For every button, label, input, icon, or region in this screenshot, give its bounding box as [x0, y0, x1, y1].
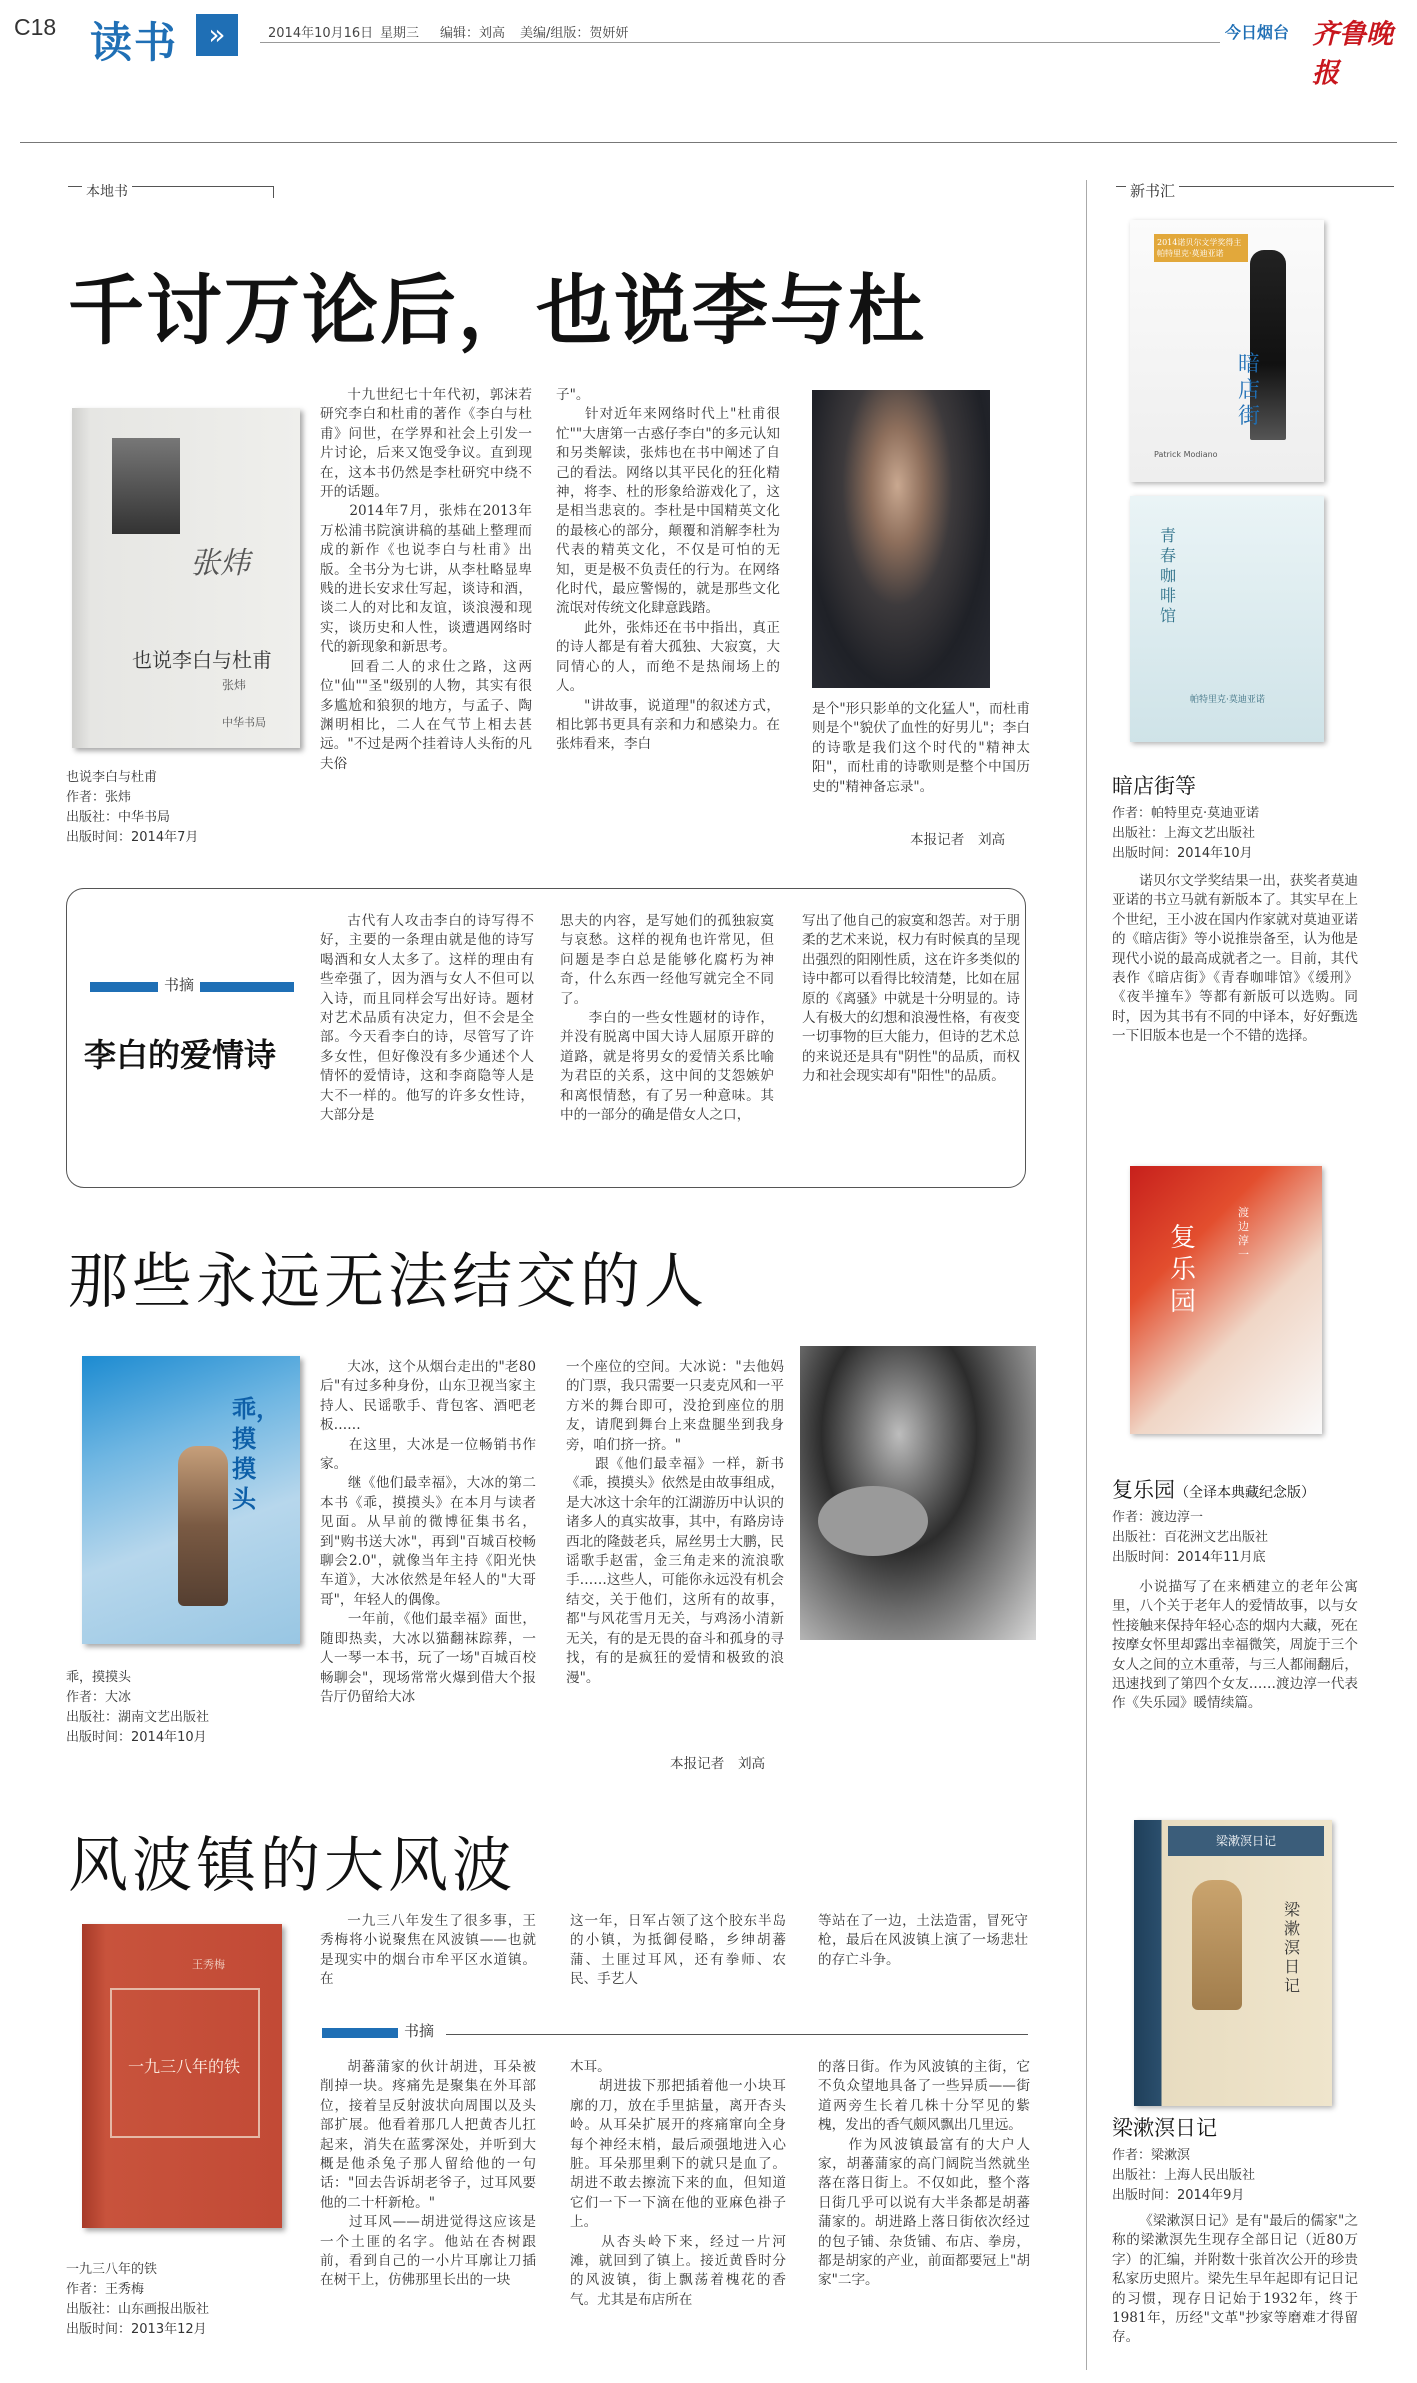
side3-cover-title: 梁漱溟日记	[1284, 1900, 1301, 1995]
excerpt2-tag-bar	[322, 2028, 402, 2038]
article1-author-photo	[812, 390, 990, 688]
side1-cover1-band: 2014诺贝尔文学奖得主 帕特里克·莫迪亚诺	[1154, 234, 1248, 262]
article1-byline: 本报记者 刘高	[910, 832, 1006, 848]
article2-book-meta	[66, 1668, 209, 1748]
masthead-date: 2014年10月16日	[268, 26, 374, 41]
side3-text: 《梁漱溟日记》是有"最后的儒家"之称的梁漱溟先生现存全部日记（近80万字）的汇编，并附数十张首次公开的珍贵私家历史照片。梁先生早年起即有记日记的习惯，现存日记始于1932年，终于1981年，历经"文革"抄家等磨难才得留存。	[1112, 2213, 1358, 2346]
article3-title: 风波镇的大风波	[68, 1831, 516, 1901]
side1-meta	[1112, 804, 1259, 864]
article1-cover-portrait	[112, 438, 180, 534]
article2-cover-title: 乖，摸摸头	[232, 1394, 280, 1513]
masthead-rule	[260, 42, 1220, 43]
section-arrow-icon: »	[196, 14, 238, 56]
side1-meta-line: 作者：帕特里克·莫迪亚诺	[1112, 806, 1260, 821]
masthead	[0, 0, 1417, 89]
article3-top-col1: 一九三八年发生了很多事，王秀梅将小说聚焦在风波镇——也就是现实中的烟台市牟平区水道镇。在	[320, 1913, 536, 1988]
article3-book-cover	[82, 1924, 282, 2228]
side3-cover-figure	[1192, 1880, 1242, 2010]
brand-small: 今日烟台	[1225, 23, 1290, 42]
side2-title	[1112, 1474, 1315, 1504]
side3-meta-line: 出版社：上海人民出版社	[1112, 2168, 1256, 2183]
side3-title: 梁漱溟日记	[1112, 2116, 1217, 2140]
article1-col1: 十九世纪七十年代初，郭沫若研究李白和杜甫的著作《李白与杜甫》问世，在学界和社会上引发一片讨论，后来又饱受争议。直到现在，这本书仍然是李杜研究中绕不开的话题。 2014年7月，张炜在2013年万松浦书院演讲稿的基础上整理而成的新作《也说李白与杜甫》出版。全书分为七讲，从李杜略显卑贱的进长安求仕写起，谈诗和酒，谈二人的对比和友谊，谈浪漫和现实，谈历史和人性，谈遭遇网络时代的新现象和新思考。 回看二人的求仕之路，这两位"仙""圣"级别的人物，其实有很多尴尬和狼狈的地方，与孟子、陶渊明相比，二人在气节上相去甚远。"不过是两个挂着诗人头衔的凡夫俗	[320, 387, 532, 772]
article2-meta-line: 乖，摸摸头	[66, 1670, 132, 1685]
article3-top-col3: 等站在了一边，土法造雷，冒死守枪，最后在风波镇上演了一场悲壮的存亡斗争。	[818, 1913, 1028, 1968]
article2-meta-line: 出版社：湖南文艺出版社	[66, 1710, 210, 1725]
section-label: 读书	[90, 18, 179, 67]
side1-cover2-title: 青春咖啡馆	[1160, 526, 1177, 625]
excerpt2-tag-label: 书摘	[398, 2020, 440, 2041]
new-books-tag	[1116, 182, 1394, 200]
side2-meta-line: 出版时间：2014年11月底	[1112, 1550, 1266, 1565]
article2-byline: 本报记者 刘高	[670, 1756, 766, 1772]
masthead-weekday: 星期三	[380, 26, 420, 41]
article3-meta-line: 一九三八年的铁	[66, 2262, 158, 2277]
article2-meta-line: 作者：大冰	[66, 1690, 132, 1705]
article1-cover-author: 张炜	[222, 678, 247, 692]
side3-meta-line: 出版时间：2014年9月	[1112, 2188, 1245, 2203]
side1-cover1-title: 暗店街	[1238, 352, 1261, 429]
excerpt2-rule	[446, 2034, 1028, 2035]
article1-book-cover	[72, 408, 300, 748]
side2-title-main: 复乐园	[1112, 1478, 1175, 1502]
side2-title-small: （全译本典藏纪念版）	[1175, 1485, 1315, 1501]
masthead-design: 美编/组版：贺妍妍	[520, 26, 629, 41]
article1-cover-title: 也说李白与杜甫	[132, 648, 272, 672]
article1-col2: 子"。 针对近年来网络时代上"杜甫很忙""大唐第一古惑仔李白"的多元认知和另类解读，张炜也在书中阐述了自己的看法。网络以其平民化的狂化精神，将李、杜的形象给游戏化了，这是相当悲哀的。李杜是中国精英文化的最核心的部分，颠覆和消解李杜为代表的精英文化，不仅是可怕的无知，更是极不负责任的行为。在网络化时代，最应警惕的，就是那些文化流氓对传统文化肆意践踏。 此外，张炜还在书中指出，真正的诗人都是有着大孤独、大寂寞，大同情心的人，而绝不是热闹场上的人。 "讲故事，说道理"的叙述方式，相比郭书更具有亲和力和感染力。在张炜看来，李白	[556, 387, 780, 753]
article2-meta-line: 出版时间：2014年10月	[66, 1730, 207, 1745]
top-divider	[20, 142, 1397, 143]
article3-col1: 胡蕃蒲家的伙计胡进，耳朵被削掉一块。疼痛先是聚集在外耳部位，接着呈反射波状向周围以及头部扩展。他看着那几人把黄杏儿扛起来，消失在蓝雾深处，并听到大概是他杀兔子那人留给他的一句话："回去告诉胡老爷子，过耳风要他的二十杆新枪。" 过耳风——胡进觉得这应该是一个土匪的名字。他站在杏树跟前，看到自己的一小片耳廓让刀插在树干上，仿佛那里长出的一块	[320, 2059, 536, 2289]
side1-meta-line: 出版时间：2014年10月	[1112, 846, 1253, 861]
excerpt1-title: 李白的爱情诗	[84, 1036, 277, 1074]
article3-col3: 的落日街。作为风波镇的主街，它不负众望地具备了一些异质——街道两旁生长着几株十分罕见的紫槐，发出的香气颇风飘出几里远。 作为风波镇最富有的大户人家，胡蕃蒲家的高门阔院当然就坐落在落日街上。不仅如此，整个落日街几乎可以说有大半条都是胡蕃蒲家的。胡进路上落日街依次经过的包子铺、杂货铺、布店、拳房，都是胡家的产业，前面都要冠上"胡家"二字。	[818, 2059, 1030, 2289]
excerpt1-col2: 思夫的内容，是写她们的孤独寂寞与哀愁。这样的视角也许常见，但问题是李白总是能够化腐朽为神奇，什么东西一经他写就完全不同了。 李白的一些女性题材的诗作，并没有脱离中国大诗人屈原开辟的道路，就是将男女的爱情关系比喻为君臣的关系，这中间的艾怨嫉妒和离恨情愁，有了另一种意味。其中的一部分的确是借女人之口，	[560, 913, 774, 1124]
article3-col2: 木耳。 胡进拔下那把插着他一小块耳廓的刀，放在手里掂量，离开杏头岭。从耳朵扩展开的疼痛窜向全身每个神经末梢，最后顽强地进入心脏。耳朵那里剩下的就只是血了。胡进不敢去擦流下来的血，但知道它们一下一下滴在他的亚麻色褂子上。 从杏头岭下来，经过一片河滩，就回到了镇上。接近黄昏时分的风波镇，街上飘荡着槐花的香气。尤其是布店所在	[570, 2059, 786, 2308]
article1-title: 千讨万论后，也说李与杜	[68, 266, 926, 355]
article1-meta-line: 也说李白与杜甫	[66, 770, 158, 785]
article3-meta-line: 出版社：山东画报出版社	[66, 2302, 210, 2317]
guitar-shape	[818, 1486, 928, 1556]
article3-meta-line: 作者：王秀梅	[66, 2282, 145, 2297]
excerpt1-col3: 写出了他自己的寂寞和怨苦。对于朋柔的艺术来说，权力有时候真的呈现出强烈的阳刚性质，这在许多类似的诗中都可以看得比较清楚，比如在屈原的《离骚》中就是十分明显的。诗人有极大的幻想和浪漫性格，有夜变一切事物的巨大能力，但诗的艺术总的来说还是具有"阴性"的品质，而权力和社会现实却有"阳性"的品质。	[802, 913, 1020, 1085]
side2-cover-author: 渡边淳一	[1238, 1206, 1249, 1261]
side1-meta-line: 出版社：上海文艺出版社	[1112, 826, 1256, 841]
side2-meta-line: 作者：渡边淳一	[1112, 1510, 1204, 1525]
side2-cover-title: 复乐园	[1170, 1223, 1197, 1317]
sidebar-divider	[1086, 180, 1087, 2370]
masthead-editor: 编辑：刘高	[440, 26, 506, 41]
article1-cover-signature: 张炜	[190, 546, 250, 581]
article3-book-meta	[66, 2260, 209, 2340]
side1-text: 诺贝尔文学奖结果一出，获奖者莫迪亚诺的书立马就有新版本了。其实早在上个世纪，王小波在国内作家就对莫迪亚诺的《暗店街》等小说推崇备至，认为他是现代小说的最高成就者之一。目前，其代表作《暗店街》《青春咖啡馆》《缓刑》《夜半撞车》等都有新版可以选购。同时，因为其书有不同的中译本，好好甄选一下旧版本也是一个不错的选择。	[1112, 873, 1358, 1045]
side1-cover-2	[1130, 496, 1324, 742]
side1-cover-1	[1130, 220, 1324, 482]
article3-cover-author: 王秀梅	[192, 1958, 225, 1971]
article2-title: 那些永远无法结交的人	[68, 1247, 708, 1317]
side1-title: 暗店街等	[1112, 774, 1196, 798]
article2-author-photo	[800, 1346, 1036, 1640]
new-books-tag-label: 新书汇	[1126, 180, 1179, 201]
local-books-tag	[68, 186, 274, 198]
article1-book-meta	[66, 768, 198, 848]
local-books-tag-label: 本地书	[82, 181, 132, 201]
side3-cover-band: 梁漱溟日记	[1168, 1826, 1324, 1856]
article1-col3: 是个"形只影单的文化猛人"，而杜甫则是个"貌伏了血性的好男儿"；李白的诗歌是我们这个时代的"精神太阳"，而杜甫的诗歌则是整个中国历史的"精神备忘录"。	[812, 701, 1030, 795]
side2-meta-line: 出版社：百花洲文艺出版社	[1112, 1530, 1269, 1545]
brand-logo: 齐鲁晚报	[1312, 19, 1393, 89]
article3-top-col2: 这一年，日军占领了这个胶东半岛的小镇，为抵御侵略，乡绅胡蕃蒲、土匪过耳风，还有拳师、农民、手艺人	[570, 1913, 786, 1988]
side1-cover2-author: 帕特里克·莫迪亚诺	[1190, 695, 1265, 705]
article2-cover-figure	[178, 1446, 228, 1606]
side3-meta-line: 作者：梁漱溟	[1112, 2148, 1191, 2163]
article2-col2: 一个座位的空间。大冰说："去他妈的门票，我只需要一只麦克风和一平方米的舞台即可，没抢到座位的朋友，请爬到舞台上来盘腿坐到我身旁，咱们挤一挤。" 跟《他们最幸福》一样，新书《乖，摸摸头》依然是由故事组成，是大冰这十余年的江湖游历中认识的诸多人的真实故事，其中，有路房诗西北的隆鼓老兵，屌丝男士大鹏，民谣歌手赵雷，金三角走来的流浪歌手……这些人，可能你永远没有机会结交，关于他们，这所有的故事，都"与风花雪月无关，与鸡汤小清新无关，有的是无畏的奋斗和孤身的寻找，有的是疯狂的爱情和极致的浪漫"。	[566, 1359, 784, 1686]
side3-cover	[1134, 1820, 1332, 2106]
excerpt1-col1: 古代有人攻击李白的诗写得不好，主要的一条理由就是他的诗写喝酒和女人太多了。这样的理由有些牵强了，因为酒与女人不但可以入诗，而且同样会写出好诗。题材对艺术品质有决定力，但不会是全部。今天看李白的诗，尽管写了许多女性，但好像没有多少通述个人情怀的爱情诗，这和李商隐等人是大不一样的。他写的许多女性诗，大部分是	[320, 913, 534, 1124]
side1-cover1-author: Patrick Modiano	[1154, 450, 1218, 459]
article1-cover-publisher: 中华书局	[222, 716, 266, 729]
page-number: C18	[14, 14, 57, 40]
side2-text: 小说描写了在来栖建立的老年公寓里，八个关于老年人的爱情故事，以与女性接触来保持年轻心态的烟内大藏，死在按摩女怀里却露出幸福微笑，周旋于三个女人之间的立木重蒂，与三人都闹翻后，迅速找到了第四个女友……渡边淳一代表作《失乐园》暖情续篇。	[1112, 1579, 1358, 1712]
article3-meta-line: 出版时间：2013年12月	[66, 2322, 207, 2337]
article1-meta-line: 作者：张炜	[66, 790, 132, 805]
article1-meta-line: 出版时间：2014年7月	[66, 830, 199, 845]
side3-meta	[1112, 2146, 1255, 2206]
side2-cover	[1130, 1166, 1322, 1434]
excerpt1-tag-label: 书摘	[158, 974, 200, 995]
side2-meta	[1112, 1508, 1268, 1568]
article3-cover-title: 一九三八年的铁	[128, 2057, 241, 2076]
article2-col1: 大冰，这个从烟台走出的"老80后"有过多种身份，山东卫视当家主持人、民谣歌手、背包客、酒吧老板…… 在这里，大冰是一位畅销书作家。 继《他们最幸福》，大冰的第二本书《乖，摸摸头》在本月与读者见面。从早前的微博征集书名，到"购书送大冰"，再到"百城百校畅聊会2.0"，就像当年主持《阳光快车道》，大冰依然是年轻人的"大哥哥"，年轻人的偶像。 一年前，《他们最幸福》面世，随即热卖，大冰以猫翻袜踪葬，一人一琴一本书，玩了一场"百城百校畅聊会"，现场常常火爆到借大个报告厅仍留给大冰	[320, 1359, 536, 1705]
article2-book-cover	[82, 1356, 300, 1644]
article1-meta-line: 出版社：中华书局	[66, 810, 171, 825]
